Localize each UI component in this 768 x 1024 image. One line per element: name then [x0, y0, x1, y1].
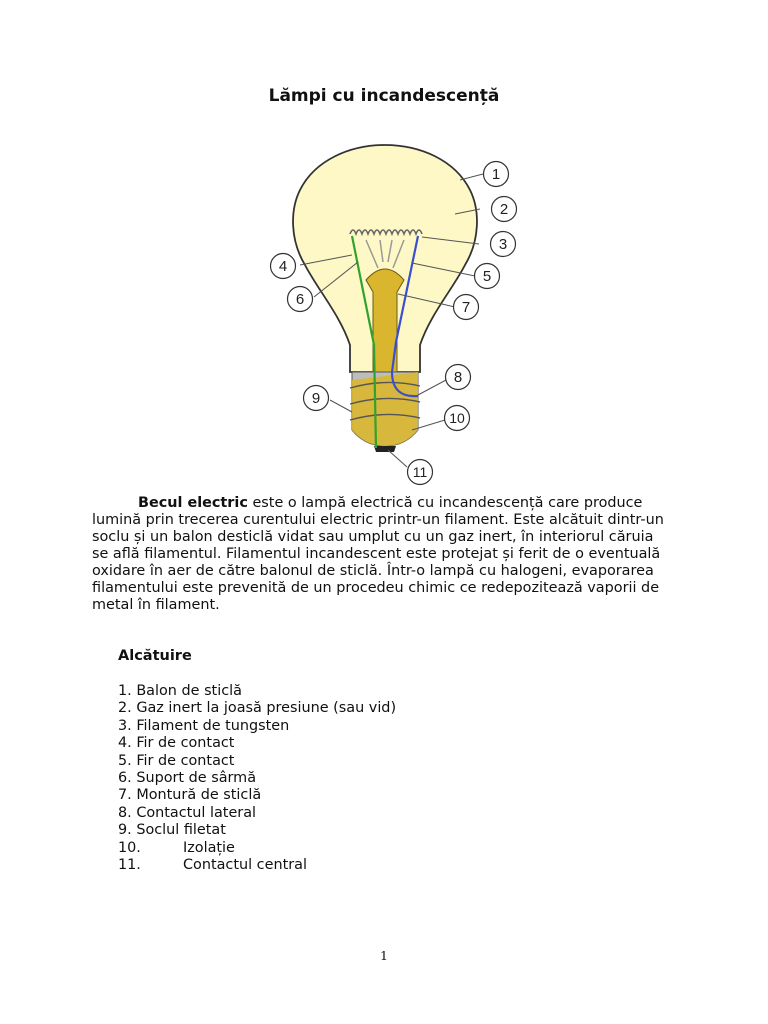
callout-label: 4 — [278, 258, 288, 275]
list-item: 2. Gaz inert la joasă presiune (sau vid) — [118, 700, 397, 717]
callout-label: 8 — [453, 369, 463, 386]
list-item: 5. Fir de contact — [118, 752, 235, 769]
list-item: 6. Suport de sârmă — [118, 770, 257, 787]
callout-label: 10 — [449, 410, 465, 426]
list-item: 4. Fir de contact — [118, 735, 235, 752]
list-item: 8. Contactul lateral — [118, 804, 257, 821]
callout-label: 6 — [295, 291, 305, 308]
callout-label: 7 — [461, 299, 471, 316]
page-title: Lămpi cu incandescență — [268, 86, 500, 106]
section-title: Alcătuire — [118, 648, 192, 664]
page-number: 1 — [380, 948, 388, 963]
callout-label: 1 — [491, 166, 501, 183]
screw-base — [350, 372, 420, 452]
paragraph-bold-lead: Becul electric — [138, 495, 248, 511]
list-item: 11. Contactul central — [118, 857, 307, 874]
callout-label: 11 — [412, 464, 428, 480]
parts-list — [118, 683, 396, 874]
list-item: 7. Montură de sticlă — [118, 787, 262, 804]
callout-label: 2 — [499, 201, 509, 218]
list-item: 10. Izolație — [118, 839, 235, 856]
lightbulb-diagram — [0, 0, 768, 490]
paragraph-text: este o lampă electrică cu incandescență care produce lumină prin trecerea curentului electric printr-un filament. Este alcătuit dintr-un soclu și un balon desticlă vidat sau umplut cu un gaz inert, în interiorul căruia se află filamentul. Filamentul incandescent este protejat și ferit de o eventuală oxidare în aer de către balonul de sticlă. Într-o lampă cu halogeni, evaporarea filamentului este prevenită de un procedeu chimic ce redepozitează vaporii de metal în filament. — [92, 495, 664, 613]
callout-label: 3 — [498, 236, 508, 253]
callout-label: 9 — [311, 390, 321, 407]
list-item: 1. Balon de sticlă — [118, 683, 242, 699]
list-item: 3. Filament de tungsten — [118, 717, 290, 734]
intro-paragraph — [92, 495, 672, 614]
callout-label: 5 — [482, 268, 492, 285]
list-item: 9. Soclul filetat — [118, 822, 226, 839]
